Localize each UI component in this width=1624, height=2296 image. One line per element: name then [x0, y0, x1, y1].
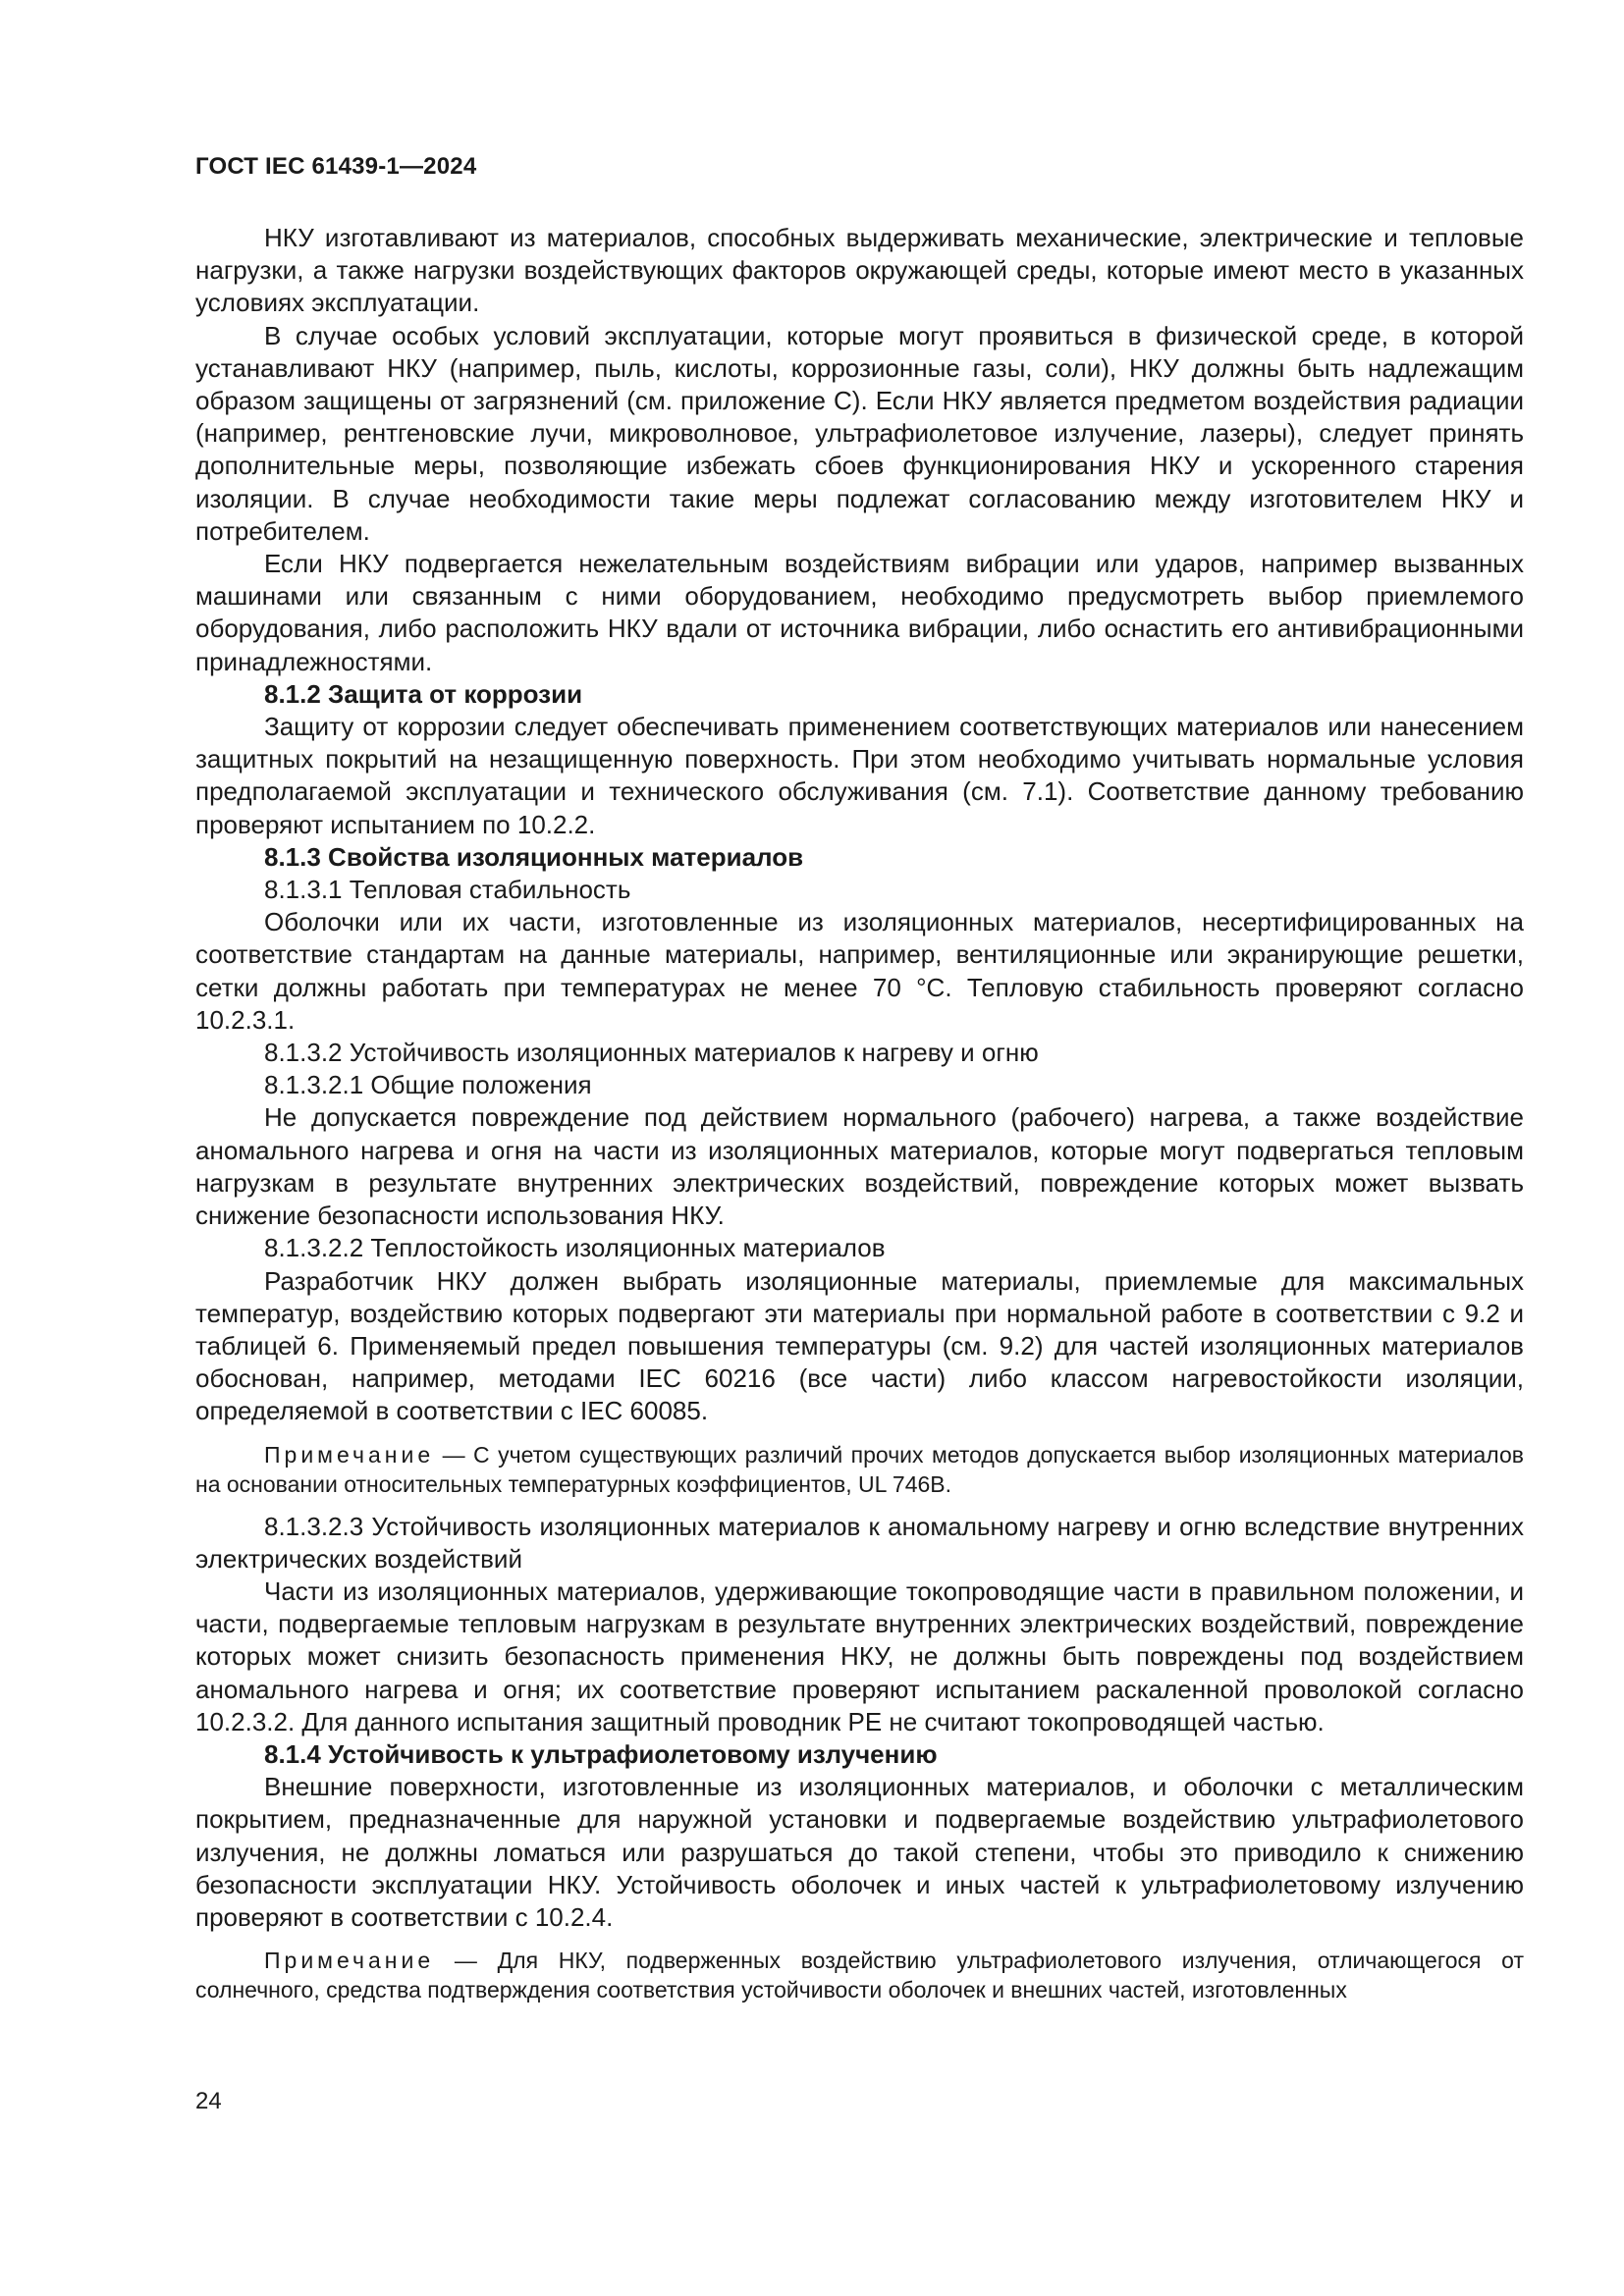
section-heading: 8.1.3 Свойства изоляционных материалов	[264, 841, 804, 872]
paragraph: Части из изоляционных материалов, удерживающие токопроводящие части в правильном положении, и части, подвергаемые тепловым нагрузкам в результате внутренних электрических воздействий, повреждение которых может снизить безопасность применения НКУ, не должны быть повреждены под воздействием аномального нагрева и огня; их соответствие проверяют испытанием раскаленной проволокой согласно 10.2.3.2. Для данного испытания защитный проводник PE не считают токопроводящей частью.	[195, 1575, 1524, 1736]
note-text: — Для НКУ, подверженных воздействию ультрафиолетового излучения, отличающегося от солнечного, средства подтверждения соответствия устойчивости оболочек и внешних частей, изготовленных	[195, 1948, 1524, 2003]
section-heading: 8.1.2 Защита от коррозии	[264, 678, 583, 709]
subsection-heading: 8.1.3.2.3 Устойчивость изоляционных материалов к аномальному нагреву и огню вследствие внутренних электрических воздействий	[195, 1511, 1524, 1574]
paragraph: В случае особых условий эксплуатации, которые могут проявиться в физической среде, в которой устанавливают НКУ (например, пыль, кислоты, коррозионные газы, соли), НКУ должны быть надлежащим образом защищены от загрязнений (см. приложение С). Если НКУ является предметом воздействия радиации (например, рентгеновские лучи, микроволновое, ультрафиолетовое излучение, лазеры), следует принять дополнительные меры, позволяющие избежать сбоев функционирования НКУ и ускоренного старения изоляции. В случае необходимости такие меры подлежат согласованию между изготовителем НКУ и потребителем.	[195, 320, 1524, 546]
section-heading: 8.1.4 Устойчивость к ультрафиолетовому излучению	[264, 1738, 938, 1769]
paragraph: Если НКУ подвергается нежелательным воздействиям вибрации или ударов, например вызванных машинами или связанным с ними оборудованием, необходимо предусмотреть выбор приемлемого оборудования, либо расположить НКУ вдали от источника вибрации, либо оснастить его антивибрационными принадлежностями.	[195, 549, 1524, 676]
note-label: Примечание	[264, 1441, 435, 1468]
body-text	[195, 222, 1524, 2016]
paragraph: Не допускается повреждение под действием нормального (рабочего) нагрева, а также воздействие аномального нагрева и огня на части из изоляционных материалов, которые могут подвергаться тепловым нагрузкам в результате внутренних электрических воздействий, повреждение которых может вызвать снижение безопасности использования НКУ.	[195, 1102, 1524, 1231]
subsection-heading: 8.1.3.2 Устойчивость изоляционных материалов к нагреву и огню	[264, 1038, 1039, 1068]
page-number: 24	[195, 2088, 222, 2114]
note	[195, 1440, 1524, 1499]
document-header: ГОСТ IEC 61439-1—2024	[195, 153, 477, 180]
note	[195, 1946, 1524, 2004]
note-label: Примечание	[264, 1948, 435, 1974]
subsection-heading: 8.1.3.2.1 Общие положения	[264, 1070, 592, 1100]
paragraph: Внешние поверхности, изготовленные из изоляционных материалов, и оболочки с металлическим покрытием, предназначенные для наружной установки и подвергаемые воздействию ультрафиолетового излучения, не должны ломаться или разрушаться до такой степени, чтобы это приводило к снижению безопасности эксплуатации НКУ. Устойчивость оболочек и иных частей к ультрафиолетовому излучению проверяют в соответствии с 10.2.4.	[195, 1772, 1524, 1932]
paragraph: Разработчик НКУ должен выбрать изоляционные материалы, приемлемые для максимальных температур, воздействию которых подвергают эти материалы при нормальной работе в соответствии с 9.2 и таблицей 6. Применяемый предел повышения температуры (см. 9.2) для частей изоляционных материалов обоснован, например, методами IEC 60216 (все части) либо классом нагревостойкости изоляции, определяемой в соответствии с IEC 60085.	[195, 1265, 1524, 1426]
subsection-heading: 8.1.3.1 Тепловая стабильность	[264, 875, 631, 905]
subsection-heading: 8.1.3.2.2 Теплостойкость изоляционных материалов	[264, 1233, 886, 1263]
paragraph: НКУ изготавливают из материалов, способных выдерживать механические, электрические и тепловые нагрузки, а также нагрузки воздействующих факторов окружающей среды, которые имеют место в указанных условиях эксплуатации.	[195, 223, 1524, 318]
paragraph: Защиту от коррозии следует обеспечивать применением соответствующих материалов или нанесением защитных покрытий на незащищенную поверхность. При этом необходимо учитывать нормальные условия предполагаемой эксплуатации и технического обслуживания (см. 7.1). Соответствие данному требованию проверяют испытанием по 10.2.2.	[195, 712, 1524, 839]
paragraph: Оболочки или их части, изготовленные из изоляционных материалов, несертифицированных на соответствие стандартам на данные материалы, например, вентиляционные или экранирующие решетки, сетки должны работать при температурах не менее 70 °С. Тепловую стабильность проверяют согласно 10.2.3.1.	[195, 907, 1524, 1035]
note-text: — С учетом существующих различий прочих методов допускается выбор изоляционных материалов на основании относительных температурных коэффициентов, UL 746B.	[195, 1441, 1524, 1497]
